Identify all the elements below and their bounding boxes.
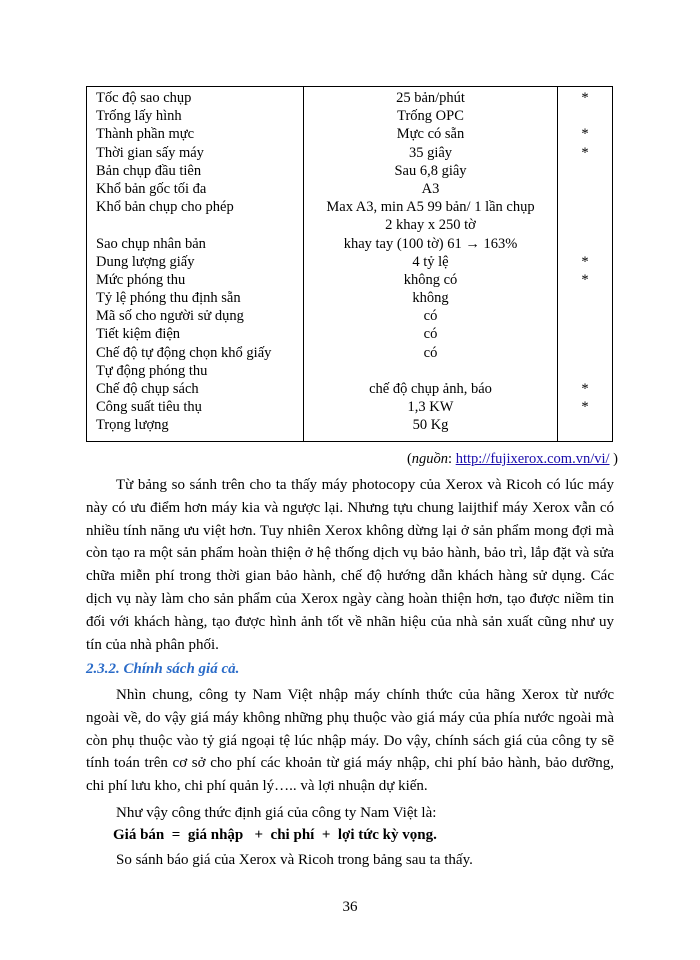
spec-mark: * — [581, 253, 589, 270]
spec-value: Max A3, min A5 99 bản/ 1 lần chụp — [326, 199, 535, 216]
spec-property: Trống lấy hình — [96, 108, 182, 125]
paragraph-price-comparison: So sánh báo giá của Xerox và Ricoh trong bảng sau ta thấy. — [116, 852, 473, 868]
section-heading: 2.3.2. Chính sách giá cả. — [86, 661, 240, 677]
spec-mark-cell — [558, 87, 613, 442]
spec-value: có — [423, 326, 438, 343]
spec-mark — [558, 180, 612, 198]
spec-value: có — [423, 308, 438, 325]
spec-property: Chế độ tự động chọn khổ giấy — [96, 344, 272, 361]
spec-mark — [558, 362, 612, 380]
spec-value: Sau 6,8 giây — [394, 162, 467, 179]
spec-row — [87, 87, 613, 442]
paragraph-comparison: Từ bảng so sánh trên cho ta thấy máy photocopy của Xerox và Ricoh có lúc máy này có ưu điểm hơn máy kia và ngược lại. Nhưng tựu chung laijthif máy Xerox vẫn có nhiều tính năng ưu việt hơn. Tuy nhiên Xerox không dừng lại ở sản phẩm mong đợi mà còn tạo ra một sản phẩm hoàn thiện ở hệ thống dịch vụ bảo hành, bảo trì, lắp đặt và sửa chữa miễn phí trong thời gian bảo hành, chế độ hướng dẫn khách hàng sử dụng. Các dịch vụ này làm cho sản phẩm của Xerox ngày càng hoàn thiện hơn, tạo được niềm tin đối với khách hàng, tạo được hình ảnh tốt về nhãn hiệu của nhà sản xuất cũng như uy tín của nhà phân phối. — [86, 477, 614, 653]
spec-mark — [558, 162, 612, 180]
spec-property: Thời gian sấy máy — [96, 144, 204, 161]
spec-property — [96, 216, 303, 234]
spec-mark: * — [581, 271, 589, 288]
spec-property: Sao chụp nhân bản — [96, 235, 206, 252]
spec-property: Tỷ lệ phóng thu định sẵn — [96, 290, 241, 307]
spec-property: Mức phóng thu — [96, 271, 186, 288]
spec-property: Khổ bản chụp cho phép — [96, 199, 234, 216]
spec-value: không — [412, 290, 449, 307]
spec-mark — [558, 344, 612, 362]
spec-value: 4 tỷ lệ — [412, 253, 449, 270]
spec-mark — [558, 325, 612, 343]
source-label: nguồn — [411, 451, 449, 467]
spec-property: Chế độ chụp sách — [96, 381, 199, 397]
spec-mark — [558, 235, 612, 253]
spec-value-cell — [304, 87, 558, 442]
spec-value: có — [423, 344, 438, 361]
spec-property: Tự động phóng thu — [96, 362, 208, 379]
spec-mark: * — [581, 381, 589, 397]
spec-mark — [558, 198, 612, 216]
source-colon: : — [448, 451, 456, 467]
spec-table-body — [87, 87, 613, 442]
source-open-paren: ( — [406, 451, 412, 467]
spec-mark — [558, 289, 612, 307]
source-close-paren: ) — [609, 451, 618, 467]
spec-mark: * — [581, 399, 589, 416]
source-link[interactable]: http://fujixerox.com.vn/vi/ — [455, 451, 610, 467]
spec-value: A3 — [421, 180, 440, 197]
spec-mark: * — [581, 126, 589, 143]
spec-value: 25 bản/phút — [396, 90, 465, 106]
spec-value: 1,3 KW — [407, 399, 454, 416]
spec-mark — [558, 307, 612, 325]
pricing-formula: Giá bán = giá nhập + chi phí + lợi tức kỳ vọng. — [113, 827, 437, 843]
spec-mark — [558, 416, 612, 434]
spec-property: Trọng lượng — [96, 417, 169, 434]
page-number: 36 — [342, 899, 358, 915]
paragraph-formula-intro: Như vậy công thức định giá của công ty Nam Việt là: — [116, 805, 437, 821]
spec-value: 50 Kg — [412, 417, 449, 434]
spec-property-cell — [87, 87, 304, 442]
spec-value: 35 giây — [408, 144, 453, 161]
spec-value: chế độ chụp ảnh, báo — [369, 381, 492, 397]
spec-value: Mực có sẵn — [396, 126, 465, 143]
spec-property: Bản chụp đầu tiên — [96, 162, 202, 179]
paragraph-pricing: Nhìn chung, công ty Nam Việt nhập máy chính thức của hãng Xerox từ nước ngoài về, do vậy giá máy không những phụ thuộc vào giá máy của phía nước ngoài mà còn phụ thuộc vào tỷ giá ngoại tệ lúc nhập máy. Do vậy, chính sách giá của công ty sẽ tính toán trên cơ sở cho phí các khoản từ giá máy nhập, chi phí bảo hành, bảo dưỡng, chi phí lưu kho, chi phí quản lý….. và lợi nhuận dự kiến. — [86, 687, 614, 795]
spec-mark — [558, 216, 612, 234]
spec-property: Thành phần mực — [96, 126, 195, 143]
spec-property: Khổ bản gốc tối đa — [96, 180, 207, 197]
spec-mark — [558, 107, 612, 125]
spec-value: không có — [403, 271, 458, 288]
spec-table — [86, 86, 613, 442]
spec-mark: * — [581, 90, 589, 106]
spec-property: Tiết kiệm điện — [96, 326, 181, 343]
spec-property: Dung lượng giấy — [96, 253, 195, 270]
spec-property: Công suất tiêu thụ — [96, 399, 202, 416]
spec-property: Mã số cho người sử dụng — [96, 308, 244, 325]
spec-value: Trống OPC — [397, 108, 464, 125]
spec-value: 2 khay x 250 tờ — [385, 217, 476, 234]
spec-property: Tốc độ sao chụp — [96, 90, 192, 106]
source-citation — [407, 451, 618, 468]
spec-value — [304, 362, 557, 380]
spec-value: khay tay (100 tờ) 61 → 163% — [343, 235, 518, 252]
spec-mark: * — [581, 144, 589, 161]
